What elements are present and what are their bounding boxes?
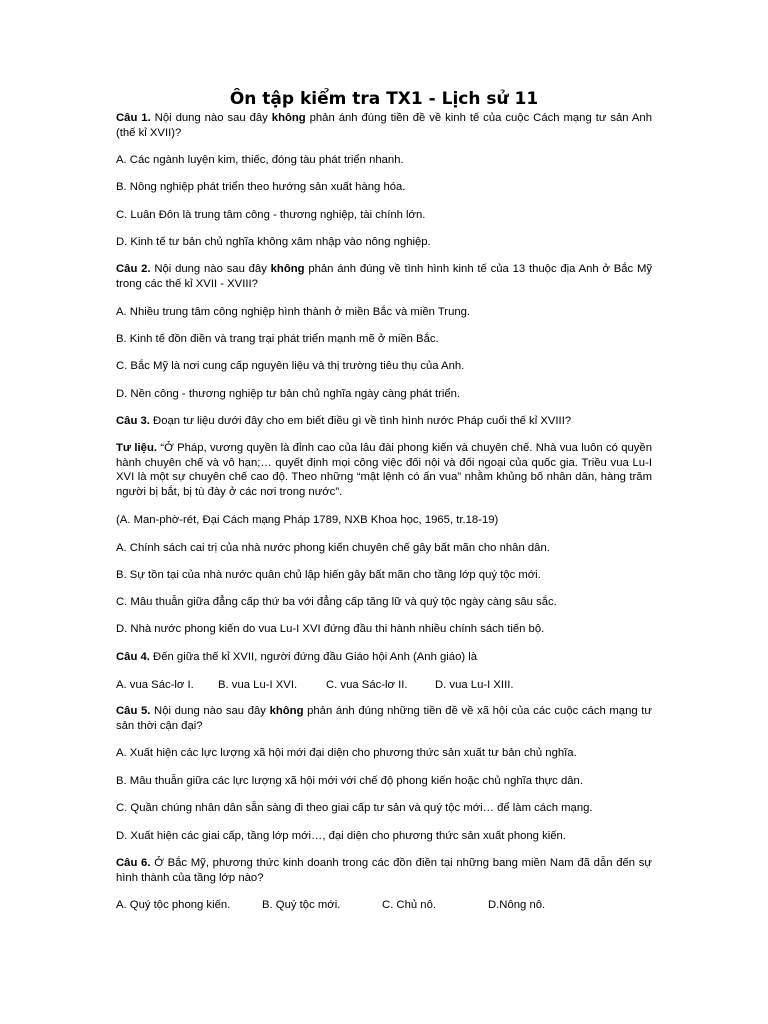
option-b: B. Nông nghiệp phát triển theo hướng sản xuất hàng hóa. [116, 181, 406, 193]
question-6 [116, 856, 652, 885]
option-c: C. vua Sác-lơ II. [326, 679, 408, 691]
question-keyword: không [270, 263, 305, 275]
question-number: Câu 2. [116, 263, 151, 275]
document-title: Ôn tập kiểm tra TX1 - Lịch sử 11 [229, 89, 539, 109]
question-2 [116, 262, 652, 291]
question-text: Đến giữa thế kỉ XVII, người đứng đầu Giáo hội Anh (Anh giáo) là [149, 651, 478, 663]
question-number: Câu 3. [116, 415, 150, 427]
question-number: Câu 4. [116, 651, 150, 663]
option-c: C. Bắc Mỹ là nơi cung cấp nguyên liệu và thị trường tiêu thụ của Anh. [116, 360, 465, 372]
question-text: Nội dung nào sau đây [150, 263, 271, 275]
question-text: Nội dung nào sau đây [150, 112, 272, 124]
question-number: Câu 1. [116, 112, 151, 124]
option-a: A. Nhiều trung tâm công nghiệp hình thành ở miền Bắc và miền Trung. [116, 306, 471, 318]
source-label: Tư liệu. [116, 442, 158, 454]
option-c: C. Luân Đôn là trung tâm công - thương nghiệp, tài chính lớn. [116, 209, 426, 221]
option-b: B. Quý tộc mới. [262, 899, 341, 911]
source-text: “Ở Pháp, vương quyền là đỉnh cao của lâu đài phong kiến và chuyên chế. Nhà vua luôn có quyền hành chuyên chế và vô hạn;… quyết định mọi công việc đối nội và đối ngoại của quốc gia. Triều vua Lu-I XVI là một sự chuyên chế cao độ. Theo những “mật lệnh có ấn vua” nhằm khủng bố nhân dân, hàng trăm người bị bắt, bị tù đày ở các nơi trong nước”. [116, 442, 652, 498]
option-d: D. Xuất hiện các giai cấp, tầng lớp mới…, đại diện cho phương thức sản xuất phong kiến. [116, 830, 566, 842]
option-d: D. Nền công - thương nghiệp tư bản chủ nghĩa ngày càng phát triển. [116, 388, 461, 400]
question-text: phản ánh đúng tiền đề về kinh tế của cuộc Cách mạng tư sản Anh (thế kỉ XVII)? [116, 112, 652, 139]
question-number: Câu 6. [116, 857, 151, 869]
question-text: Ở Bắc Mỹ, phương thức kinh doanh trong các đồn điền tại những bang miền Nam đã dẫn đến sự hình thành của tầng lớp nào? [116, 857, 652, 884]
option-b: B. Kinh tế đồn điền và trang trại phát triển mạnh mẽ ở miền Bắc. [116, 333, 439, 345]
question-3 [116, 414, 652, 429]
question-1 [116, 111, 652, 140]
question-4 [116, 650, 652, 665]
question-text: Đoạn tư liệu dưới đây cho em biết điều gì về tình hình nước Pháp cuối thế kỉ XVIII? [149, 415, 572, 427]
option-c: C. Mâu thuẫn giữa đẳng cấp thứ ba với đẳng cấp tăng lữ và quý tộc ngày càng sâu sắc. [116, 596, 557, 608]
option-a: A. Các ngành luyện kim, thiếc, đóng tàu phát triển nhanh. [116, 154, 404, 166]
source-excerpt [116, 441, 652, 499]
question-number: Câu 5. [116, 705, 151, 717]
option-c: C. Quần chúng nhân dân sẵn sàng đi theo giai cấp tư sản và quý tộc mới… để làm cách mạng. [116, 802, 593, 814]
option-c: C. Chủ nô. [382, 899, 437, 911]
option-a: A. Quý tộc phong kiến. [116, 899, 231, 911]
question-text: phản ánh đúng về tình hình kinh tế của 13 thuộc địa Anh ở Bắc Mỹ trong các thế kỉ XVII - XVIII? [116, 263, 653, 290]
option-b: B. Sự tồn tại của nhà nước quân chủ lập hiến gây bất mãn cho tầng lớp quý tộc mới. [116, 569, 541, 581]
question-keyword: không [271, 112, 306, 124]
question-5 [116, 704, 652, 733]
option-d: D.Nông nô. [488, 899, 546, 911]
option-d: D. vua Lu-I XIII. [435, 679, 514, 691]
question-text: Nội dung nào sau đây [150, 705, 270, 717]
source-citation: (A. Man-phờ-rét, Đại Cách mạng Pháp 1789, NXB Khoa học, 1965, tr.18-19) [116, 514, 499, 526]
question-keyword: không [269, 705, 304, 717]
option-d: D. Nhà nước phong kiến do vua Lu-I XVI đứng đầu thi hành nhiều chính sách tiến bộ. [116, 623, 545, 635]
option-d: D. Kinh tế tư bản chủ nghĩa không xâm nhập vào nông nghiệp. [116, 236, 431, 248]
option-a: A. Xuất hiện các lực lượng xã hội mới đại diện cho phương thức sản xuất tư bản chủ nghĩa. [116, 747, 577, 759]
option-b: B. vua Lu-I XVI. [218, 679, 298, 691]
option-b: B. Mâu thuẫn giữa các lực lượng xã hội mới với chế độ phong kiến hoặc chủ nghĩa thực dân. [116, 775, 583, 787]
option-a: A. vua Sác-lơ I. [116, 679, 194, 691]
option-a: A. Chính sách cai trị của nhà nước phong kiến chuyên chế gây bất mãn cho nhân dân. [116, 542, 550, 554]
question-text: phản ánh đúng những tiền đề về xã hội của các cuộc cách mạng tư sản thời cận đại? [116, 705, 652, 732]
